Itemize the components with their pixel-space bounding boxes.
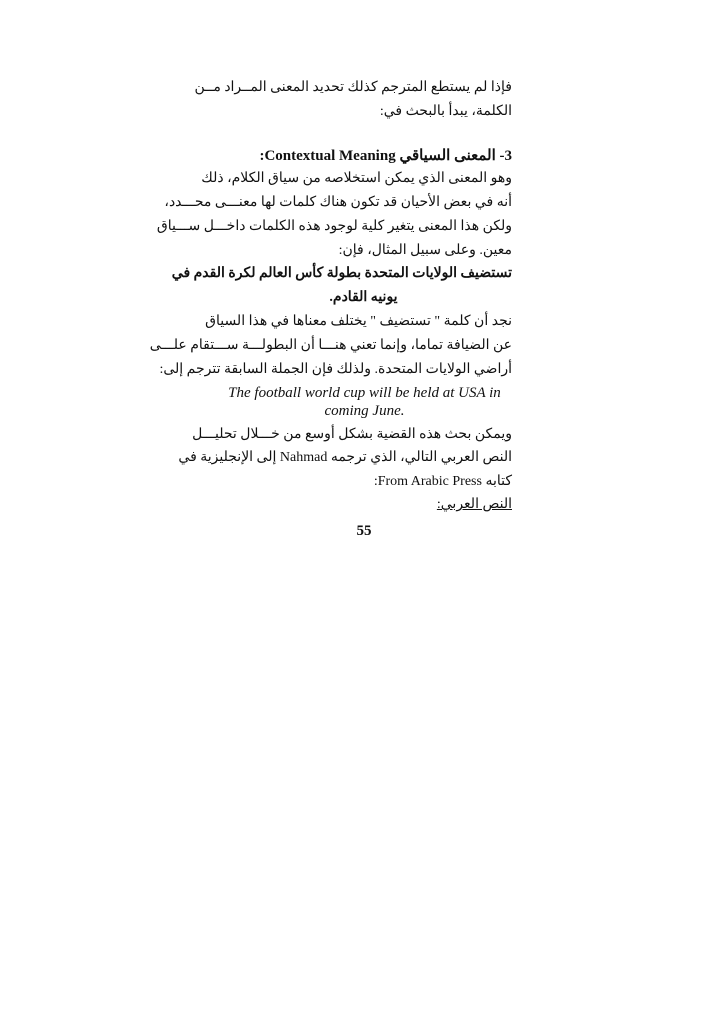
paragraph-line-9: أراضي الولايات المتحدة. ولذلك فإن الجملة السابقة تترجم إلى: bbox=[159, 362, 512, 377]
paragraph-line-2: الكلمة، يبدأ بالبحث في: bbox=[379, 104, 512, 119]
paragraph-line-6: معين. وعلى سبيل المثال، فإن: bbox=[338, 243, 512, 258]
section-heading: 3- المعنى السياقي Contextual Meaning: bbox=[259, 148, 512, 164]
english-translation-line-1: The football world cup will be held at USA in bbox=[228, 385, 501, 401]
english-translation-line-2: coming June. bbox=[324, 403, 405, 419]
example-sentence-line-2: يونيه القادم. bbox=[329, 290, 398, 305]
paragraph-line-1: فإذا لم يستطع المترجم كذلك تحديد المعنى المــراد مــن bbox=[194, 80, 512, 95]
page-number: 55 bbox=[356, 523, 372, 539]
paragraph-line-4: أنه في بعض الأحيان قد تكون هناك كلمات لها معنـــى محـــدد، bbox=[164, 195, 512, 210]
paragraph-line-3: وهو المعنى الذي يمكن استخلاصه من سياق الكلام، ذلك bbox=[201, 171, 512, 186]
example-sentence-line-1: تستضيف الولايات المتحدة بطولة كأس العالم لكرة القدم في bbox=[171, 266, 512, 281]
paragraph-line-10: ويمكن بحث هذه القضية بشكل أوسع من خـــلال تحليـــل bbox=[192, 427, 512, 442]
paragraph-line-11: النص العربي التالي، الذي ترجمه Nahmad إلى الإنجليزية في bbox=[178, 450, 512, 465]
paragraph-line-5: ولكن هذا المعنى يتغير كلية لوجود هذه الكلمات داخـــل ســـياق bbox=[156, 219, 512, 234]
paragraph-line-12: كتابه From Arabic Press: bbox=[373, 474, 512, 489]
subheading-arabic-text: النص العربي: bbox=[436, 497, 512, 512]
paragraph-line-7: نجد أن كلمة " تستضيف " يختلف معناها في هذا السياق bbox=[205, 314, 512, 329]
paragraph-line-8: عن الضيافة تماما، وإنما تعني هنـــا أن البطولـــة ســـتقام علـــى bbox=[149, 338, 512, 353]
